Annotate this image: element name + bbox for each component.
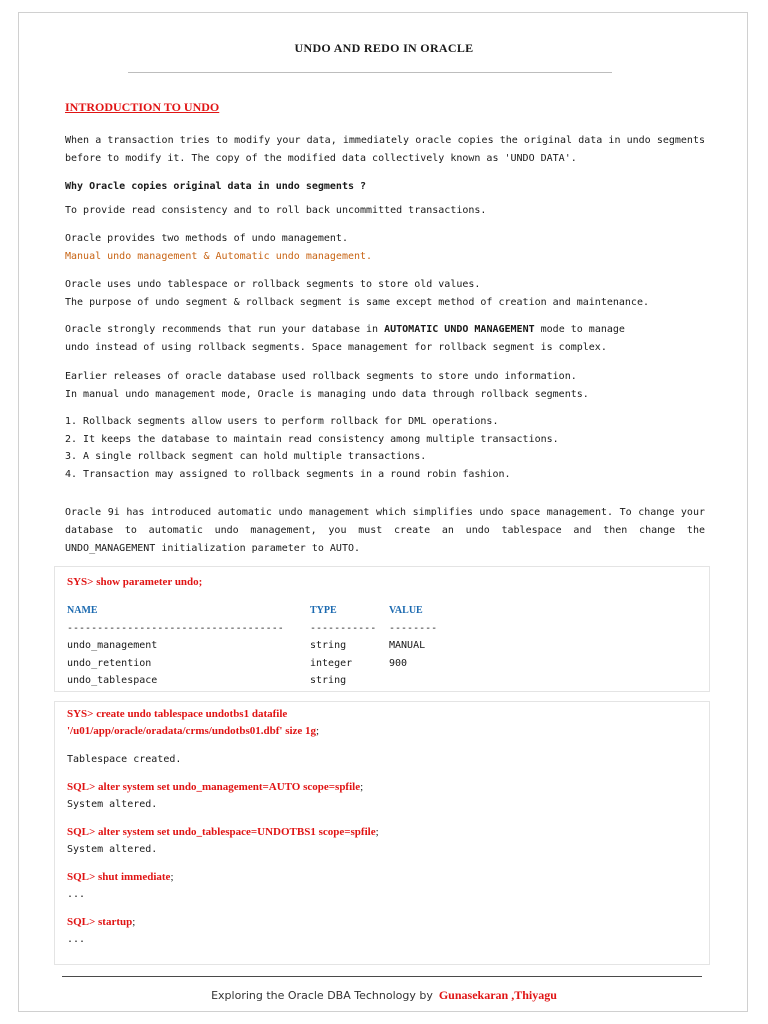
intro-paragraph: [65, 132, 705, 168]
earlier-line2: In manual undo management mode, Oracle is managing undo data through rollback segments.: [65, 389, 589, 400]
recommend-after: mode to manage: [534, 324, 625, 335]
create-command-text: '/u01/app/oracle/oradata/crms/undotbs01.dbf' size 1g: [67, 725, 317, 737]
column-header-type: TYPE: [310, 605, 337, 617]
create-command-line1: SYS> create undo tablespace undotbs1 datafile: [67, 708, 288, 720]
command-text: SQL> shut immediate: [67, 871, 171, 883]
list-item: 3. A single rollback segment can hold multiple transactions.: [65, 451, 427, 462]
command-text: SQL> alter system set undo_management=AUTO scope=spfile: [67, 781, 361, 793]
table-header-row: [67, 602, 437, 620]
column-header-name: NAME: [67, 605, 98, 617]
semicolon: ;: [132, 916, 136, 928]
methods-line2: Manual undo management & Automatic undo management.: [65, 251, 373, 262]
methods-line1: Oracle provides two methods of undo management.: [65, 233, 348, 244]
create-command-line2: [67, 723, 697, 740]
table-cell: undo_tablespace: [67, 675, 158, 687]
answer-block: [65, 202, 705, 220]
semicolon: ;: [360, 781, 364, 793]
recommend-emphasis: AUTOMATIC UNDO MANAGEMENT: [384, 324, 535, 335]
semicolon: ;: [375, 826, 379, 838]
separator-cell: --------: [389, 622, 438, 634]
list-item: 2. It keeps the database to maintain read consistency among multiple transactions.: [65, 433, 559, 445]
separator-cell: ------------------------------------: [67, 622, 284, 634]
undo-commands-box: [54, 701, 710, 965]
table-separator-row: [67, 620, 437, 638]
storage-block: [65, 276, 705, 312]
title-divider: [128, 72, 612, 73]
altered-result: System altered.: [67, 844, 158, 855]
table-cell: undo_management: [67, 640, 158, 652]
table-cell: [389, 672, 437, 690]
show-parameter-box: [54, 566, 710, 692]
created-result: Tablespace created.: [67, 754, 182, 765]
ellipsis-output: ...: [67, 934, 86, 945]
storage-line2: The purpose of undo segment & rollback segment is same except method of creation and maintenance.: [65, 297, 649, 308]
recommend-block: [65, 321, 705, 357]
ellipsis-output: ...: [67, 889, 86, 900]
table-cell: undo_retention: [67, 657, 152, 669]
section-heading: INTRODUCTION TO UNDO: [65, 100, 220, 114]
question-block: [65, 178, 705, 196]
table-cell: string: [310, 675, 347, 687]
alter-undo-management-command: [67, 779, 697, 796]
parameter-table: [67, 602, 437, 690]
command-text: SQL> alter system set undo_tablespace=UNDOTBS1 scope=spfile: [67, 826, 376, 838]
recommend-line2: undo instead of using rollback segments. Space management for rollback segment is complex.: [65, 342, 607, 353]
footer-divider: [62, 976, 702, 977]
table-cell: string: [310, 640, 347, 652]
earlier-block: [65, 368, 705, 404]
recommend-before: Oracle strongly recommends that run your database in: [65, 324, 385, 335]
alter-undo-tablespace-command: [67, 824, 697, 841]
table-cell: 900: [389, 657, 408, 669]
methods-block: [65, 230, 705, 266]
altered-result: System altered.: [67, 799, 158, 810]
footer: [0, 988, 768, 1003]
table-row: [67, 655, 437, 673]
footer-text: Exploring the Oracle DBA Technology by: [211, 989, 433, 1002]
shutdown-command: [67, 869, 697, 886]
startup-command: [67, 914, 697, 931]
footer-author: Gunasekaran ,Thiyagu: [438, 988, 557, 1002]
intro-text: When a transaction tries to modify your data, immediately oracle copies the original data in undo segments before to modify it. The copy of the modified data collectively known as 'UNDO DATA'.: [65, 135, 705, 164]
recommend-line1: [65, 321, 705, 339]
table-row: [67, 637, 437, 655]
oracle9i-paragraph: [65, 504, 705, 558]
document-title: UNDO AND REDO IN ORACLE: [294, 41, 474, 55]
oracle9i-text: Oracle 9i has introduced automatic undo management which simplifies undo space management. To change your database to automatic undo management, you must create an undo tablespace and then change the UNDO_MANAGEMENT initialization parameter to AUTO.: [65, 507, 705, 554]
storage-line1: Oracle uses undo tablespace or rollback segments to store old values.: [65, 279, 481, 290]
numbered-list: [65, 413, 705, 483]
separator-cell: -----------: [310, 622, 377, 634]
show-parameter-command: SYS> show parameter undo;: [67, 576, 203, 588]
list-item: 4. Transaction may assigned to rollback segments in a round robin fashion.: [65, 468, 511, 480]
table-cell: integer: [310, 657, 353, 669]
semicolon: ;: [170, 871, 174, 883]
earlier-line1: Earlier releases of oracle database used rollback segments to store undo information.: [65, 371, 577, 382]
table-cell: MANUAL: [389, 640, 426, 652]
list-item: 1. Rollback segments allow users to perform rollback for DML operations.: [65, 416, 499, 427]
column-header-value: VALUE: [389, 605, 423, 617]
answer-text: To provide read consistency and to roll back uncommitted transactions.: [65, 205, 487, 216]
question-text: Why Oracle copies original data in undo segments ?: [65, 181, 367, 192]
semicolon: ;: [316, 725, 320, 737]
table-row: [67, 672, 437, 690]
command-text: SQL> startup: [67, 916, 133, 928]
